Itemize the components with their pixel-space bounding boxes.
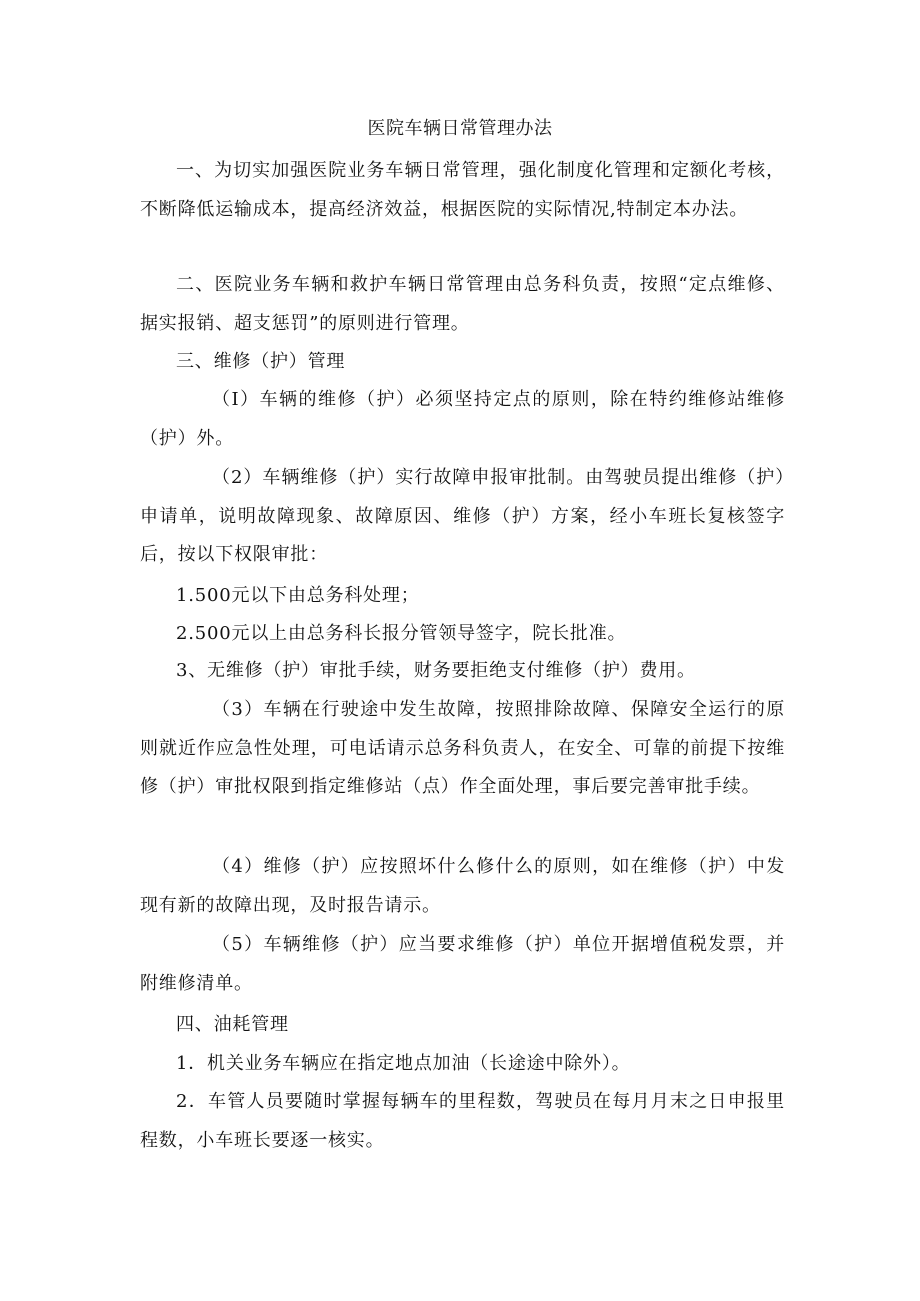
paragraph-3-3: （3）车辆在行驶途中发生故障，按照排除故障、保障安全运行的原则就近作应急性处理，可电话请示总务科负责人，在安全、可靠的前提下按维修（护）审批权限到指定维修站（点）作全面处理，事后要完善审批手续。 xyxy=(140,699,785,797)
paragraph-3-2-item-1: 1.500元以下由总务科处理； xyxy=(176,585,420,606)
paragraph-3-2: （2）车辆维修（护）实行故障申报审批制。由驾驶员提出维修（护）申请单，说明故障现象、故障原因、维修（护）方案，经小车班长复核签字后，按以下权限审批： xyxy=(140,467,785,565)
paragraph-1: 一、为切实加强医院业务车辆日常管理，强化制度化管理和定额化考核，不断降低运输成本，提高经济效益，根据医院的实际情况,特制定本办法。 xyxy=(140,160,785,220)
paragraph-3-1: （I）车辆的维修（护）必须坚持定点的原则，除在特约维修站维修（护）外。 xyxy=(140,389,785,449)
paragraph-3-2-item-2: 2.500元以上由总务科长报分管领导签字，院长批准。 xyxy=(176,623,627,644)
paragraph-3-4: （4）维修（护）应按照坏什么修什么的原则，如在维修（护）中发现有新的故障出现，及时报告请示。 xyxy=(140,856,785,916)
paragraph-3-2-item-3: 3、无维修（护）审批手续，财务要拒绝支付维修（护）费用。 xyxy=(176,660,696,681)
paragraph-3-heading: 三、维修（护）管理 xyxy=(176,351,346,372)
paragraph-3-5: （5）车辆维修（护）应当要求维修（护）单位开据增值税发票，并附维修清单。 xyxy=(140,934,785,994)
paragraph-4-heading: 四、油耗管理 xyxy=(176,1014,289,1035)
paragraph-4-1: 1．机关业务车辆应在指定地点加油（长途途中除外）。 xyxy=(176,1053,631,1074)
paragraph-2: 二、医院业务车辆和救护车辆日常管理由总务科负责，按照“定点维修、据实报销、超支惩罚”的原则进行管理。 xyxy=(140,274,785,334)
paragraph-4-2: 2．车管人员要随时掌握每辆车的里程数，驾驶员在每月月末之日申报里程数，小车班长要逐一核实。 xyxy=(140,1091,785,1151)
document-title: 医院车辆日常管理办法 xyxy=(367,118,553,139)
